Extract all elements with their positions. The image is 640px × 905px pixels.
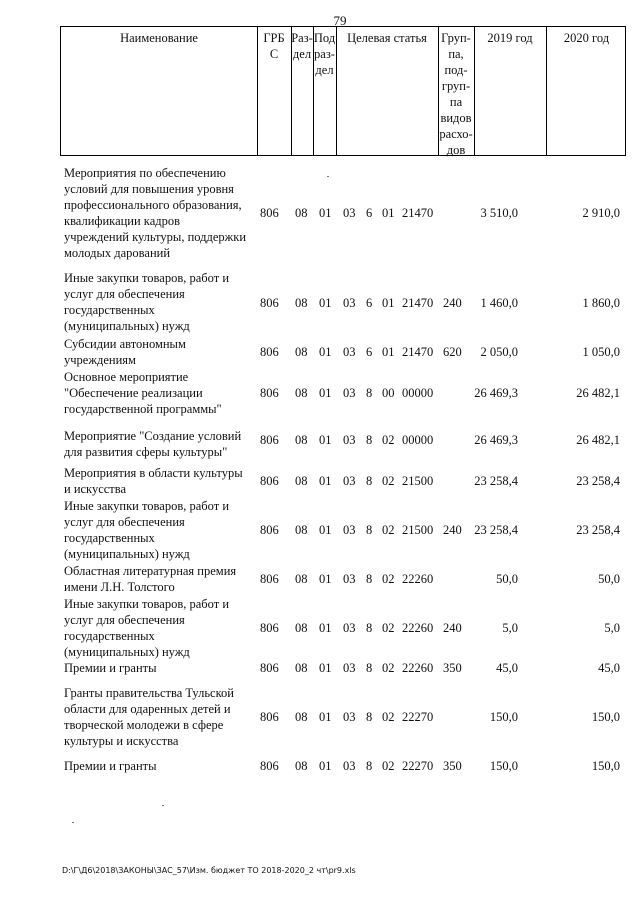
cell-target-event: 02 bbox=[382, 710, 395, 724]
cell-2020: 26 482,1 bbox=[576, 433, 620, 447]
cell-2020: 150,0 bbox=[591, 759, 620, 773]
scan-speck bbox=[327, 176, 329, 177]
cell-target-event: 02 bbox=[382, 759, 395, 773]
cell-target-program: 03 bbox=[343, 206, 356, 220]
cell-target-program: 03 bbox=[343, 345, 356, 359]
page-number: 79 bbox=[333, 13, 347, 28]
cell-target-code: 22260 bbox=[402, 572, 434, 586]
scan-speck bbox=[72, 822, 74, 823]
cell-target-event: 02 bbox=[382, 523, 395, 537]
cell-2020: 26 482,1 bbox=[576, 386, 620, 400]
cell-2019: 26 469,3 bbox=[474, 386, 518, 400]
cell-podrazdel: 01 bbox=[319, 710, 332, 724]
cell-target-subprogram: 8 bbox=[366, 661, 373, 675]
cell-target-code: 21470 bbox=[402, 296, 434, 310]
row-name: Иные закупки товаров, работ и услуг для обеспечения государственных (муниципальных) нужд bbox=[64, 499, 230, 561]
cell-target-program: 03 bbox=[343, 433, 356, 447]
cell-razdel: 08 bbox=[295, 433, 308, 447]
cell-razdel: 08 bbox=[295, 345, 308, 359]
cell-target-code: 00000 bbox=[402, 433, 434, 447]
cell-target-code: 21470 bbox=[402, 345, 434, 359]
cell-grbs: 806 bbox=[260, 661, 279, 675]
cell-2020: 1 050,0 bbox=[582, 345, 620, 359]
cell-target-event: 01 bbox=[382, 206, 395, 220]
row-name: Областная литературная премия имени Л.Н. Толстого bbox=[64, 564, 237, 594]
cell-2019: 50,0 bbox=[496, 572, 518, 586]
table-header bbox=[60, 26, 626, 156]
cell-2020: 150,0 bbox=[591, 710, 620, 724]
header-razdel: Раз- дел bbox=[291, 31, 313, 61]
cell-podrazdel: 01 bbox=[319, 474, 332, 488]
cell-target-code: 21500 bbox=[402, 474, 434, 488]
cell-2019: 150,0 bbox=[489, 759, 518, 773]
cell-grbs: 806 bbox=[260, 433, 279, 447]
cell-podrazdel: 01 bbox=[319, 296, 332, 310]
cell-target-program: 03 bbox=[343, 474, 356, 488]
cell-2019: 26 469,3 bbox=[474, 433, 518, 447]
cell-razdel: 08 bbox=[295, 621, 308, 635]
cell-target-subprogram: 8 bbox=[366, 572, 373, 586]
cell-podrazdel: 01 bbox=[319, 621, 332, 635]
cell-razdel: 08 bbox=[295, 386, 308, 400]
cell-2019: 5,0 bbox=[502, 621, 518, 635]
cell-target-event: 01 bbox=[382, 296, 395, 310]
cell-target-program: 03 bbox=[343, 661, 356, 675]
cell-razdel: 08 bbox=[295, 474, 308, 488]
cell-target-program: 03 bbox=[343, 710, 356, 724]
column-divider bbox=[474, 27, 475, 155]
header-podrazdel: Под раз- дел bbox=[313, 31, 336, 77]
scan-speck bbox=[162, 805, 164, 806]
cell-target-program: 03 bbox=[343, 621, 356, 635]
cell-target-subprogram: 6 bbox=[366, 296, 373, 310]
cell-target-subprogram: 8 bbox=[366, 621, 373, 635]
cell-podrazdel: 01 bbox=[319, 572, 332, 586]
cell-target-event: 01 bbox=[382, 345, 395, 359]
header-2019: 2019 год bbox=[487, 31, 533, 45]
cell-target-code: 21470 bbox=[402, 206, 434, 220]
column-divider bbox=[546, 27, 547, 155]
cell-target-subprogram: 8 bbox=[366, 710, 373, 724]
cell-2020: 23 258,4 bbox=[576, 474, 620, 488]
header-expense-group: Груп- па, под- груп- па видов расхо- дов bbox=[439, 31, 473, 157]
cell-target-subprogram: 8 bbox=[366, 433, 373, 447]
header-grbs: ГРБ С bbox=[263, 31, 285, 61]
cell-target-code: 22270 bbox=[402, 710, 434, 724]
cell-podrazdel: 01 bbox=[319, 433, 332, 447]
cell-razdel: 08 bbox=[295, 296, 308, 310]
cell-target-subprogram: 8 bbox=[366, 759, 373, 773]
cell-target-event: 02 bbox=[382, 661, 395, 675]
cell-expense-type: 240 bbox=[443, 523, 462, 537]
cell-grbs: 806 bbox=[260, 759, 279, 773]
cell-2019: 3 510,0 bbox=[480, 206, 518, 220]
cell-target-code: 21500 bbox=[402, 523, 434, 537]
cell-target-subprogram: 8 bbox=[366, 474, 373, 488]
cell-grbs: 806 bbox=[260, 345, 279, 359]
row-name: Иные закупки товаров, работ и услуг для обеспечения государственных (муниципальных) нужд bbox=[64, 271, 230, 333]
cell-grbs: 806 bbox=[260, 206, 279, 220]
row-name: Мероприятие "Создание условий для развития сферы культуры" bbox=[64, 429, 242, 459]
cell-grbs: 806 bbox=[260, 474, 279, 488]
row-name: Мероприятия по обеспечению условий для повышения уровня профессионального образования, квалификации кадров учреждений культуры, поддержки молодых дарований bbox=[64, 166, 247, 260]
cell-razdel: 08 bbox=[295, 523, 308, 537]
cell-2019: 1 460,0 bbox=[480, 296, 518, 310]
cell-2019: 23 258,4 bbox=[474, 474, 518, 488]
cell-target-program: 03 bbox=[343, 296, 356, 310]
cell-razdel: 08 bbox=[295, 572, 308, 586]
cell-2020: 1 860,0 bbox=[582, 296, 620, 310]
cell-razdel: 08 bbox=[295, 759, 308, 773]
cell-grbs: 806 bbox=[260, 296, 279, 310]
row-name: Премии и гранты bbox=[64, 759, 157, 773]
cell-2020: 45,0 bbox=[598, 661, 620, 675]
cell-podrazdel: 01 bbox=[319, 759, 332, 773]
cell-2019: 150,0 bbox=[489, 710, 518, 724]
cell-target-event: 02 bbox=[382, 474, 395, 488]
file-path-footer: D:\Г\Д6\2018\ЗАКОНЫ\ЗАС_57\Изм. бюджет ТО 2018-2020_2 чт\pr9.xls bbox=[62, 866, 356, 875]
row-name: Премии и гранты bbox=[64, 661, 157, 675]
cell-expense-type: 620 bbox=[443, 345, 462, 359]
cell-grbs: 806 bbox=[260, 572, 279, 586]
cell-expense-type: 350 bbox=[443, 661, 462, 675]
cell-target-code: 22260 bbox=[402, 621, 434, 635]
cell-target-subprogram: 6 bbox=[366, 345, 373, 359]
cell-grbs: 806 bbox=[260, 710, 279, 724]
cell-razdel: 08 bbox=[295, 206, 308, 220]
cell-podrazdel: 01 bbox=[319, 661, 332, 675]
header-2020: 2020 год bbox=[563, 31, 610, 45]
cell-target-subprogram: 8 bbox=[366, 523, 373, 537]
cell-razdel: 08 bbox=[295, 710, 308, 724]
cell-podrazdel: 01 bbox=[319, 206, 332, 220]
cell-razdel: 08 bbox=[295, 661, 308, 675]
cell-2020: 50,0 bbox=[598, 572, 620, 586]
cell-target-code: 22260 bbox=[402, 661, 434, 675]
cell-2020: 5,0 bbox=[604, 621, 620, 635]
cell-target-subprogram: 6 bbox=[366, 206, 373, 220]
cell-2019: 45,0 bbox=[496, 661, 518, 675]
cell-target-event: 00 bbox=[382, 386, 395, 400]
row-name: Основное мероприятие "Обеспечение реализации государственной программы" bbox=[64, 370, 222, 416]
cell-grbs: 806 bbox=[260, 523, 279, 537]
row-name: Субсидии автономным учреждениям bbox=[64, 337, 186, 367]
cell-2019: 23 258,4 bbox=[474, 523, 518, 537]
header-name: Наименование bbox=[120, 31, 198, 45]
cell-target-event: 02 bbox=[382, 572, 395, 586]
cell-podrazdel: 01 bbox=[319, 523, 332, 537]
cell-podrazdel: 01 bbox=[319, 386, 332, 400]
column-divider bbox=[336, 27, 337, 155]
cell-2020: 2 910,0 bbox=[582, 206, 620, 220]
cell-target-program: 03 bbox=[343, 572, 356, 586]
cell-target-code: 22270 bbox=[402, 759, 434, 773]
cell-target-program: 03 bbox=[343, 759, 356, 773]
cell-grbs: 806 bbox=[260, 386, 279, 400]
header-target-article: Целевая статья bbox=[347, 31, 427, 45]
cell-grbs: 806 bbox=[260, 621, 279, 635]
cell-target-subprogram: 8 bbox=[366, 386, 373, 400]
row-name: Гранты правительства Тульской области для одаренных детей и творческой молодежи в сфере культуры и искусства bbox=[64, 686, 234, 748]
cell-expense-type: 240 bbox=[443, 621, 462, 635]
row-name: Мероприятия в области культуры и искусства bbox=[64, 466, 243, 496]
row-name: Иные закупки товаров, работ и услуг для обеспечения государственных (муниципальных) нужд bbox=[64, 597, 230, 659]
cell-target-program: 03 bbox=[343, 523, 356, 537]
cell-target-event: 02 bbox=[382, 621, 395, 635]
cell-expense-type: 350 bbox=[443, 759, 462, 773]
cell-target-event: 02 bbox=[382, 433, 395, 447]
cell-target-program: 03 bbox=[343, 386, 356, 400]
cell-target-code: 00000 bbox=[402, 386, 434, 400]
cell-2020: 23 258,4 bbox=[576, 523, 620, 537]
cell-2019: 2 050,0 bbox=[480, 345, 518, 359]
cell-expense-type: 240 bbox=[443, 296, 462, 310]
cell-podrazdel: 01 bbox=[319, 345, 332, 359]
